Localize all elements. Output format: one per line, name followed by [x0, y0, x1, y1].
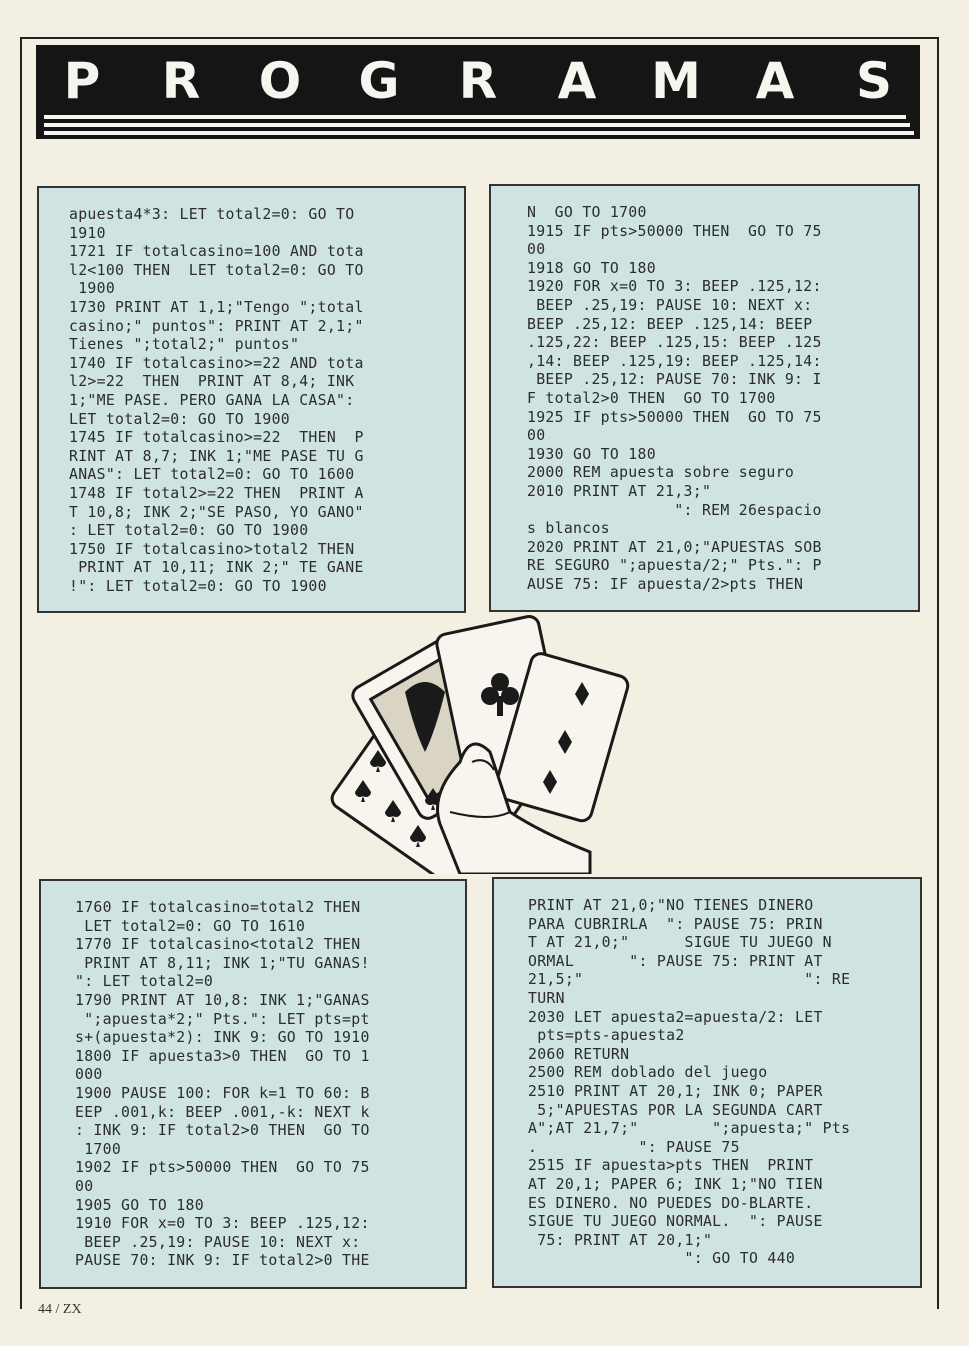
title-letter: P	[63, 52, 101, 110]
code-line: 1745 IF totalcasino>=22 THEN P	[69, 429, 364, 447]
title-letter: R	[161, 52, 201, 110]
code-line: 21,5;" ": RE	[528, 971, 851, 989]
code-line: : LET total2=0: GO TO 1900	[69, 522, 309, 540]
code-line: RE SEGURO ";apuesta/2;" Pts.": P	[527, 557, 822, 575]
playing-cards-illustration	[300, 612, 640, 874]
title-letter: A	[557, 52, 597, 110]
code-line: 2500 REM doblado del juego	[528, 1064, 768, 1082]
title-letter: G	[358, 52, 400, 110]
code-line: s+(apuesta*2): INK 9: GO TO 1910	[75, 1029, 370, 1047]
code-line: 1905 GO TO 180	[75, 1196, 204, 1214]
code-line: 1748 IF total2>=22 THEN PRINT A	[69, 484, 364, 502]
code-line: 1900	[69, 280, 116, 298]
code-line: 1910 FOR x=0 TO 3: BEEP .125,12:	[75, 1215, 370, 1233]
code-line: BEEP .25,12: BEEP .125,14: BEEP	[527, 315, 813, 333]
code-line: 1730 PRINT AT 1,1;"Tengo ";total	[69, 298, 364, 316]
code-line: 1740 IF totalcasino>=22 AND tota	[69, 354, 364, 372]
page-footer: 44 / ZX	[38, 1302, 82, 1317]
header-stripe	[44, 123, 910, 127]
code-line: casino;" puntos": PRINT AT 2,1;"	[69, 317, 364, 335]
code-line: 2510 PRINT AT 20,1; INK 0; PAPER	[528, 1082, 823, 1100]
code-line: BEEP .25,19: PAUSE 10: NEXT x:	[75, 1233, 361, 1251]
code-line: 1;"ME PASE. PERO GANA LA CASA":	[69, 391, 355, 409]
code-line: 1790 PRINT AT 10,8: INK 1;"GANAS	[75, 991, 370, 1009]
code-line: 1900 PAUSE 100: FOR k=1 TO 60: B	[75, 1084, 370, 1102]
code-line: apuesta4*3: LET total2=0: GO TO	[69, 206, 355, 223]
code-listing-bottom-left	[39, 879, 467, 1289]
code-line: ": REM 26espacio	[527, 501, 822, 519]
code-line: AUSE 75: IF apuesta/2>pts THEN	[527, 575, 804, 593]
title-letter: M	[651, 52, 701, 110]
code-line: ANAS": LET total2=0: GO TO 1600	[69, 466, 355, 484]
code-line: 2060 RETURN	[528, 1045, 630, 1063]
code-line: 1925 IF pts>50000 THEN GO TO 75	[527, 408, 822, 426]
code-line: 1910	[69, 224, 106, 242]
code-line: T AT 21,0;" SIGUE TU JUEGO N	[528, 934, 832, 952]
code-line: 000	[75, 1066, 103, 1084]
code-line: 1920 FOR x=0 TO 3: BEEP .125,12:	[527, 278, 822, 296]
code-listing-bottom-right	[492, 877, 922, 1288]
code-line: RINT AT 8,7; INK 1;"ME PASE TU G	[69, 447, 364, 465]
code-line: 1770 IF totalcasino<total2 THEN	[75, 936, 361, 954]
code-line: 2020 PRINT AT 21,0;"APUESTAS SOB	[527, 538, 822, 556]
code-listing-top-right	[489, 184, 920, 612]
code-line: T 10,8; INK 2;"SE PASO, YO GANO"	[69, 503, 364, 521]
title-letter: S	[855, 52, 892, 110]
code-line: 2030 LET apuesta2=apuesta/2: LET	[528, 1008, 823, 1026]
code-line: 2000 REM apuesta sobre seguro	[527, 464, 795, 482]
code-line: 1721 IF totalcasino=100 AND tota	[69, 243, 364, 261]
code-line: pts=pts-apuesta2	[528, 1027, 685, 1045]
code-line: PRINT AT 21,0;"NO TIENES DINERO	[528, 897, 814, 914]
code-line: PRINT AT 8,11; INK 1;"TU GANAS!	[75, 954, 370, 972]
code-line: PAUSE 70: INK 9: IF total2>0 THE	[75, 1252, 370, 1270]
code-line: ";apuesta*2;" Pts.": LET pts=pt	[75, 1010, 370, 1028]
code-line: 1760 IF totalcasino=total2 THEN	[75, 899, 361, 916]
code-line: 1750 IF totalcasino>total2 THEN	[69, 540, 355, 558]
code-line: AT 20,1; PAPER 6; INK 1;"NO TIEN	[528, 1175, 823, 1193]
code-line: 00	[527, 241, 546, 259]
code-line: Tienes ";total2;" puntos"	[69, 336, 300, 354]
code-line: ES DINERO. NO PUEDES DO-BLARTE.	[528, 1194, 814, 1212]
code-line: PRINT AT 10,11; INK 2;" TE GANE	[69, 559, 364, 577]
code-line: l2>=22 THEN PRINT AT 8,4; INK	[69, 373, 355, 391]
code-line: 00	[75, 1177, 94, 1195]
code-line: 1902 IF pts>50000 THEN GO TO 75	[75, 1159, 370, 1177]
code-line: SIGUE TU JUEGO NORMAL. ": PAUSE	[528, 1213, 823, 1231]
code-line: ,14: BEEP .125,19: BEEP .125,14:	[527, 352, 822, 370]
code-line: 1930 GO TO 180	[527, 445, 656, 463]
title-letter: O	[258, 52, 302, 110]
code-line: . ": PAUSE 75	[528, 1138, 740, 1156]
code-line: BEEP .25,12: PAUSE 70: INK 9: I	[527, 371, 822, 389]
code-line: F total2>0 THEN GO TO 1700	[527, 389, 776, 407]
code-line: 75: PRINT AT 20,1;"	[528, 1231, 713, 1249]
code-line: TURN	[528, 989, 565, 1007]
code-line: 1918 GO TO 180	[527, 259, 656, 277]
header-stripe	[44, 131, 914, 135]
code-line: LET total2=0: GO TO 1610	[75, 917, 306, 935]
code-line: PARA CUBRIRLA ": PAUSE 75: PRIN	[528, 915, 823, 933]
code-line: : INK 9: IF total2>0 THEN GO TO	[75, 1122, 370, 1140]
code-line: ": LET total2=0	[75, 973, 214, 991]
title-letter: A	[755, 52, 795, 110]
code-line: 2515 IF apuesta>pts THEN PRINT	[528, 1157, 814, 1175]
code-line: 1915 IF pts>50000 THEN GO TO 75	[527, 222, 822, 240]
code-line: N GO TO 1700	[527, 204, 647, 221]
code-line: A";AT 21,7;" ";apuesta;" Pts	[528, 1120, 851, 1138]
code-line: 2010 PRINT AT 21,3;"	[527, 482, 712, 500]
code-line: 5;"APUESTAS POR LA SEGUNDA CART	[528, 1101, 823, 1119]
code-line: ": GO TO 440	[528, 1250, 796, 1268]
code-line: s blancos	[527, 520, 610, 538]
code-listing-top-left	[37, 186, 466, 613]
code-line: ORMAL ": PAUSE 75: PRINT AT	[528, 952, 823, 970]
code-line: 1700	[75, 1140, 122, 1158]
code-line: 1800 IF apuesta3>0 THEN GO TO 1	[75, 1047, 370, 1065]
code-line: EEP .001,k: BEEP .001,-k: NEXT k	[75, 1103, 370, 1121]
code-line: !": LET total2=0: GO TO 1900	[69, 577, 327, 595]
code-line: 00	[527, 427, 546, 445]
code-line: .125,22: BEEP .125,15: BEEP .125	[527, 334, 822, 352]
header-banner	[36, 45, 920, 139]
code-line: BEEP .25,19: PAUSE 10: NEXT x:	[527, 296, 813, 314]
page-title	[36, 49, 920, 113]
code-line: l2<100 THEN LET total2=0: GO TO	[69, 261, 364, 279]
code-line: LET total2=0: GO TO 1900	[69, 410, 291, 428]
title-letter: R	[458, 52, 498, 110]
header-stripe	[44, 115, 906, 119]
